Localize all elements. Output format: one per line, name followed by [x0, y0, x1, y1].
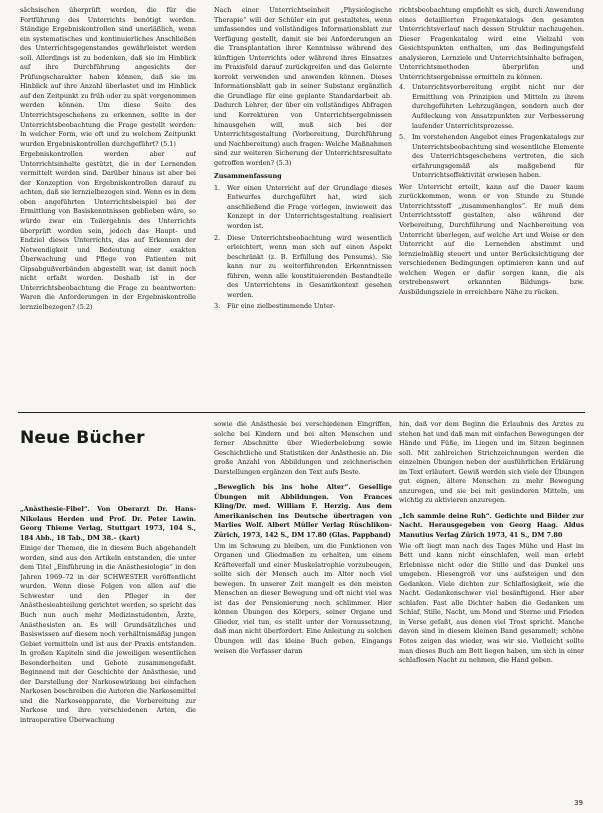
summary-list-continued: [399, 83, 584, 180]
summary-heading: Zusammenfassung: [214, 172, 282, 181]
paragraph: Um im Schwung zu bleiben, um die Funktionen von Organen und Gliedmaßen zu erhalten, um einem Kräfteverfall und einer Muskelatrophie vorzubeugen, sollte sich der Mensch auch im Alter noch viel bewegen. In unserer Zeit mangelt es den meisten Menschen an dieser Bewegung und oft nicht viel was ist das der Pensionierung noch schlimmer. Hier können Übungen des Körpers, seiner Organe und Glieder, viel tun, es stellt unter der Voraussetzung, daß man nicht überfordert. Eine Anleitung zu solchen Übungen will das kleine Buch geben. Eingangs weisen die Verfasser daran: [214, 541, 392, 655]
paragraph: hin, daß vor dem Beginn die Erlaubnis des Arztes zu stehen hat und daß man mit einfachen Bewegungen der Hände und Füße, im Liegen und im Sitzen beginnen soll. Mit zahlreichen Strichzeichnungen werden die einzelnen Übungen neben der ausführlichen Erklärung im Text erläutert. Gewiß werden sich viele der Übungen gut eignen, ältere Menschen zu mehr Bewegung anzuregen, und sie bei mit gesünderen Mitteln, um wichtig zu aktivieren anzuregen.: [399, 420, 584, 505]
section-heading: Neue Bücher: [20, 428, 145, 448]
list-item: 5. Im vorstehenden Angebot eines Fragenkatalogs zur Unterrichtsbeobachtung sind wesentliche Elemente des Unterrichtsgeschehens vertreten, die sich erfahrungsgemäß als maßgebend für Unterrichtseffektivität erwiesen haben.: [399, 133, 584, 180]
list-item-text: Diese Unterrichtsbeobachtung wird wesentlich erleichtert, wenn man sich auf einen Aspekt beschränkt (z. B. Erfüllung des Pensums). Sie kann nur zu weiterführenden Erkenntnissen führen, wenn alle konstituierenden Bestandteile des Unterrichtens in Gesamtkontext gesehen werden.: [227, 233, 392, 299]
paragraph: Nach einer Unterrichtseinheit „Physiologische Therapie“ will der Schüler ein gut gestaltetes, wenn umfassendes und vollständiges Informationsblatt zur Verfügung gestellt, damit sie bei Anforderungen an die Transplantation ihrer Kenntnisse während des künftigen Unterrichts oder während ihres Einsatzes im Praxisfeld darauf zurückgreifen und das Gelernte korrekt verwenden und anwenden können. Dieses Informationsblatt gab in seiner Substanz ergänzlich die Grundlage für eine geplante Standardarbeit ab. Dadurch Lehrer, der über ein vollständiges Abfragen und Korrekturen von Unterrichtsergebnissen hinausgehen will, muß sich bei der Unterrichtsgestaltung (Vorbereitung, Durchführung und Nachbereitung) auch fragen: Welche Maßnahmen sind zur weiteren Sicherung der Unterrichtsresultate getroffen worden? (5.3): [214, 6, 392, 167]
list-item: 4. Unterrichtsvorbereitung ergibt nicht nur der Ermittlung von Prinzipien und Mitteln zu ihrem durchgeführten Lehrzugängen, sondern auch der Aufdeckung von Ansatzpunkten zur Verbesserung laufender Unterrichtsprozesse.: [399, 83, 584, 130]
summary-list: [214, 184, 392, 312]
paragraph: Einige der Themen, die in diesem Buch abgehandelt worden, sind aus den Artikeln entstanden, die unter dem Titel „Einführung in die Anästhesiologie“ in den Jahren 1969–72 in der SCHWESTER veröffentlicht wurden. Wenn diese Folgen von allen auf die Schwester und den Pfleger in der Anästhesieabteilung gerichtet werden, so spricht das Buch nun auch mehr Medizinstudenten, Ärzte, Anästhesisten an. Es will Grundsätzliches und Basiswissen auf diesem noch verhältnismäßig jungen Gebiet vermitteln und ist aus der Praxis entstanden. In großen Kapiteln sind die jeweiligen wesentlichen Besonderheiten und Gebote zusammengefaßt. Beginnend mit der Geschichte der Anästhesie, und der Darstellung der Narkosewirkung bei einfachen Narkosen beschreiben die Autoren die Narkosemittel und die Narkoseapparate, die Vorbereitung zur Narkose und ihre verschiedenen Arten, die intraoperative Überwachung: [20, 544, 196, 725]
review-title: „Beweglich bis ins hohe Alter“. Gesellige Übungen mit Abbildungen. Von Frances Kling/Dr. med. William F. Herzig. Aus dem Amerikanischen ins Deutsche übertragen von Marlies Wolf. Albert Müller Verlag Rüschlikon-Zürich, 1973, 142 S., DM 17.80 (Glas. Pappband): [214, 483, 392, 540]
review-title: „Ich sammle deine Ruh“. Gedichte und Bilder zur Nacht. Herausgegeben von Georg Haag. Aldus Manutius Verlag Zürich 1973, 41 S., DM 7.80: [399, 511, 584, 540]
review-column-2: [214, 420, 392, 805]
paragraph: sächsischen überprüft werden, die für die Fortführung des Unterrichts benötigt werden. Ständige Ergebniskontrollen sind unerläßlich, wenn ein systematisches und kontinuierliches Anschließen des Unterrichtsgegenstandes gewährleistet werden soll. Allerdings ist zu bedenken, daß sie im Hinblick auf ihre Durchführung angesichts der Prüfungscharakter haben können, daß sie im Hinblick auf ihre Anzahl überlastet und im Hinblick auf den Zeitpunkt zu früh oder zu spät vorgenommen werden können. Um diese Seite des Unterrichtsgeschehens zu erkennen, sollte in der Unterrichtsbeobachtung die Frage gestellt werden: In welcher Form, wie oft und zu welchem Zeitpunkt wurden Ergebniskontrollen durchgeführt? (5.1): [20, 6, 196, 148]
review-column-3: [399, 420, 584, 805]
review-column-1: [20, 505, 196, 805]
paragraph: richtsbeobachtung empfiehlt es sich, durch Anwendung eines detaillierten Fragenkatalogs den gesamten Unterrichtsverlauf nach dessen Struktur nachzugehen. Dieser Fragenkatalog wird eine Vielzahl von Gesichtspunkten enthalten, um das Bedingungsfeld analysieren, Lernziele und Unterrichtsinhalte befragen, Unterrichtsmethoden überprüfen und Unterrichtsergebnisse ermitteln zu können.: [399, 6, 584, 81]
review-title: „Anästhesie-Fibel“. Von Oberarzt Dr. Hans-Nikolaus Herden und Prof. Dr. Peter Lawin. Georg Thieme Verlag, Stuttgart 1973, 104 S., 184 Abb., 18 Tab., DM 38.– (kart): [20, 505, 196, 542]
paragraph: sowie die Anästhesie bei verschiedenen Eingriffen, solche bei Kindern und bei alten Menschen und ferner Abschnitte über Wiederbelebung sowie Geschichtliche und Statistiken der Anästhesie an. Die große Anzahl von Abbildungen und zeichnerischen Darstellungen ergänzen den Text aufs Beste.: [214, 420, 392, 476]
list-item-text: Wer einen Unterricht auf der Grundlage dieses Entwurfes durchgeführt hat, wird sich anschließend die Frage vorlegen, inwieweit das Konzept in der Unterrichtsgestaltung realisiert worden ist.: [227, 183, 392, 231]
paragraph: Ergebniskontrollen werden aber auf Unterrichtsinhalte gestützt, die in der Lernenden vermittelt werden sind. Darüber hinaus ist aber bei der Konzeption von Ergebniskontrollen darauf zu achten, daß sie lernzielbezogen sind. Wenn es in dem oben angeführten Unterrichtsbeispiel bei der Ermittlung von Basiskenntnissen geblieben wäre, so würde zwar ein Teilergebnis des Unterrichts überprüft worden sein, jedoch das Haupt- und Endziel dieses Unterrichts, das auf Erkennen der Notwendigkeit und Bedeutung einer exakten Überwachung und Pflege von Patienten mit Gipsabgußverbänden abgestellt war, ist damit noch nicht erfaßt worden. Deshalb ist in der Unterrichtsbeobachtung die Frage zu beantworten: Waren die Anforderungen in der Ergebniskontrolle lernzielbezogen? (5.2): [20, 150, 196, 311]
list-item: 1. Wer einen Unterricht auf der Grundlage dieses Entwurfes durchgeführt hat, wird sich anschließend die Frage vorlegen, inwieweit das Konzept in der Unterrichtsgestaltung realisiert worden ist.: [214, 183, 392, 231]
list-item-text: Im vorstehenden Angebot eines Fragenkatalogs zur Unterrichtsbeobachtung sind wesentliche Elemente des Unterrichtsgeschehens vertreten, die sich erfahrungsgemäß als maßgebend für Unterrichtseffektivität erwiesen haben.: [412, 133, 584, 180]
list-item-text: Für eine zielbestimmende Unter-: [227, 302, 336, 311]
list-item-text: Unterrichtsvorbereitung ergibt nicht nur der Ermittlung von Prinzipien und Mitteln zu ihrem durchgeführten Lehrzugängen, sondern auch der Aufdeckung von Ansatzpunkten zur Verbesserung laufender Unterrichtsprozesse.: [412, 83, 584, 130]
top-column-2: [214, 6, 392, 426]
top-column-1: [20, 6, 196, 426]
top-column-3: [399, 6, 584, 426]
paragraph: Wer Unterricht erteilt, kann auf die Dauer kaum zurückkommen, wenn er von Stunde zu Stunde Unterrichtsstoff „zusammenhanglos“. Er muß dem Unterrichtsstoff gestalten, also während der Vorbereitung, Durchführung und Nachbereitung von Unterricht überlegen, auf welche Art und Weise er den Unterricht auf die Lernenden abstimmt und lernzielmäßig steuert und unter Berücksichtigung der verschiedenen Bedingungen optimieren kann und auf welchen Wegen er dafür sorgen kann, die als erstrebenswert erkannten Bildungs- bzw. Ausbildungsziele in erreichbare Nähe zu rücken.: [399, 182, 584, 296]
paragraph: Wie oft liegt man nach des Tages Mühe und Hast im Bett und kann nicht einschlafen, weil man erlebt Erlebnisse nicht oder die Stille und das Dunkel uns umgeben. Hiesengroß vor uns aufsteigen und den Gedanken. Viele dichten zur Schlaflosigkeit, wie die Nacht. Gedankenschwer viel besänftigend. Hier aber schlafen. Fast alle Dichter haben die Gedanken um Schlaf, Stille, Nacht, um Mond und Sterne und Frieden in Verse gefaßt, aus denen viel Trost spricht. Manche davon sind in diesem kleinen Band gesammelt; schöne Fotos zeigen das wieder, was wir sie. Vielleicht sollte man dieses Buch am Bett liegen haben, um sich in einer schlaflosen Nacht zu nehmen, die Hand geben.: [399, 541, 584, 665]
list-item: 3. Für eine zielbestimmende Unter-: [214, 302, 336, 311]
list-item: 2. Diese Unterrichtsbeobachtung wird wesentlich erleichtert, wenn man sich auf einen Aspekt beschränkt (z. B. Erfüllung des Pensums). Sie kann nur zu weiterführenden Erkenntnissen führen, wenn alle konstituierenden Bestandteile des Unterrichtens in Gesamtkontext gesehen werden.: [214, 233, 392, 299]
page-number: 39: [574, 799, 583, 807]
section-divider: [18, 412, 585, 413]
